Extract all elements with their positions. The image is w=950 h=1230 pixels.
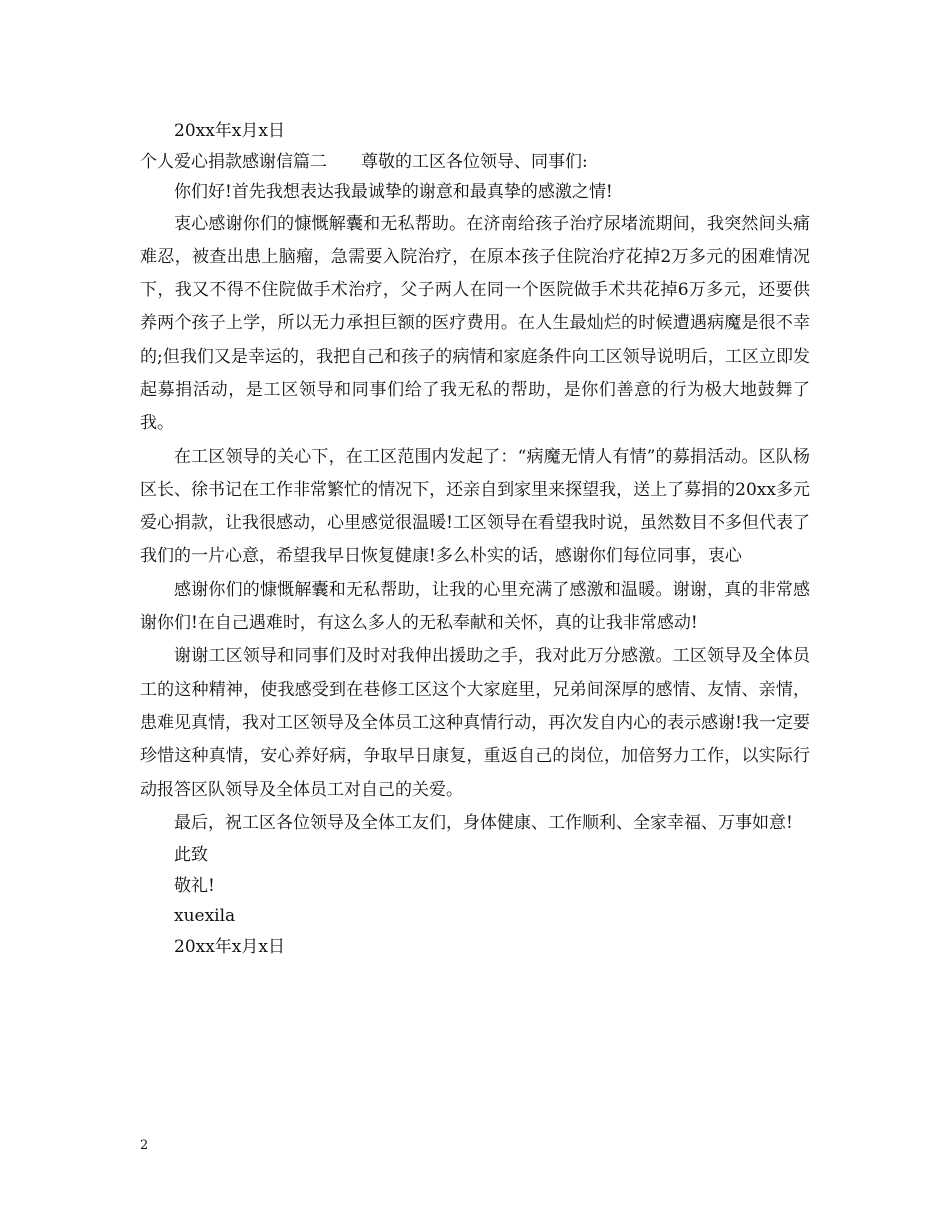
closing-line-2: 敬礼! xyxy=(174,875,215,896)
page-number: 2 xyxy=(140,1138,149,1153)
closing-line-1: 此致 xyxy=(174,845,208,866)
date-top: 20xx年x月x日 xyxy=(174,121,285,141)
letter-body xyxy=(140,116,810,962)
greeting: 你们好!首先我想表达我最诚挚的谢意和最真挚的感激之情! xyxy=(174,182,613,202)
paragraph-5: 最后，祝工区各位领导及全体工友们，身体健康、工作顺利、全家幸福、万事如意! xyxy=(174,812,793,833)
paragraph-3: 感谢你们的慷慨解囊和无私帮助，让我的心里充满了感激和温暖。谢谢，真的非常感谢你们!在自己遇难时，有这么多人的无私奉献和关怀，真的让我非常感动! xyxy=(140,579,810,634)
date-bottom: 20xx年x月x日 xyxy=(174,936,285,957)
paragraph-4: 谢谢工区领导和同事们及时对我伸出援助之手，我对此万分感激。工区领导及全体员工的这种精神，使我感受到在巷修工区这个大家庭里，兄弟间深厚的感情、友情、亲情，患难见真情，我对工区领导及全体员工这种真情行动，再次发自内心的表示感谢!我一定要珍惜这种真情，安心养好病，争取早日康复，重返自己的岗位，加倍努力工作，以实际行动报答区队领导及全体员工对自己的关爱。 xyxy=(140,646,810,800)
heading-line: 个人爱心捐款感谢信篇二 尊敬的工区各位领导、同事们: xyxy=(140,151,588,172)
paragraph-2: 在工区领导的关心下，在工区范围内发起了：“病魔无情人有情”的募捐活动。区队杨区长、徐书记在工作非常繁忙的情况下，还亲自到家里来探望我，送上了募捐的20xx多元爱心捐款，让我很感动，心里感觉很温暖!工区领导在看望我时说，虽然数目不多但代表了我们的一片心意，希望我早日恢复健康!多么朴实的话，感谢你们每位同事，衷心 xyxy=(140,446,810,567)
signature: xuexila xyxy=(174,906,236,927)
paragraph-1: 衷心感谢你们的慷慨解囊和无私帮助。在济南给孩子治疗尿堵流期间，我突然间头痛难忍，被查出患上脑瘤，急需要入院治疗，在原本孩子住院治疗花掉2万多元的困难情况下，我又不得不住院做手术治疗，父子两人在同一个医院做手术共花掉6万多元，还要供养两个孩子上学，所以无力承担巨额的医疗费用。在人生最灿烂的时候遭遇病魔是很不幸的;但我们又是幸运的，我把自己和孩子的病情和家庭条件向工区领导说明后，工区立即发起募捐活动，是工区领导和同事们给了我无私的帮助，是你们善意的行为极大地鼓舞了我。 xyxy=(140,213,810,434)
